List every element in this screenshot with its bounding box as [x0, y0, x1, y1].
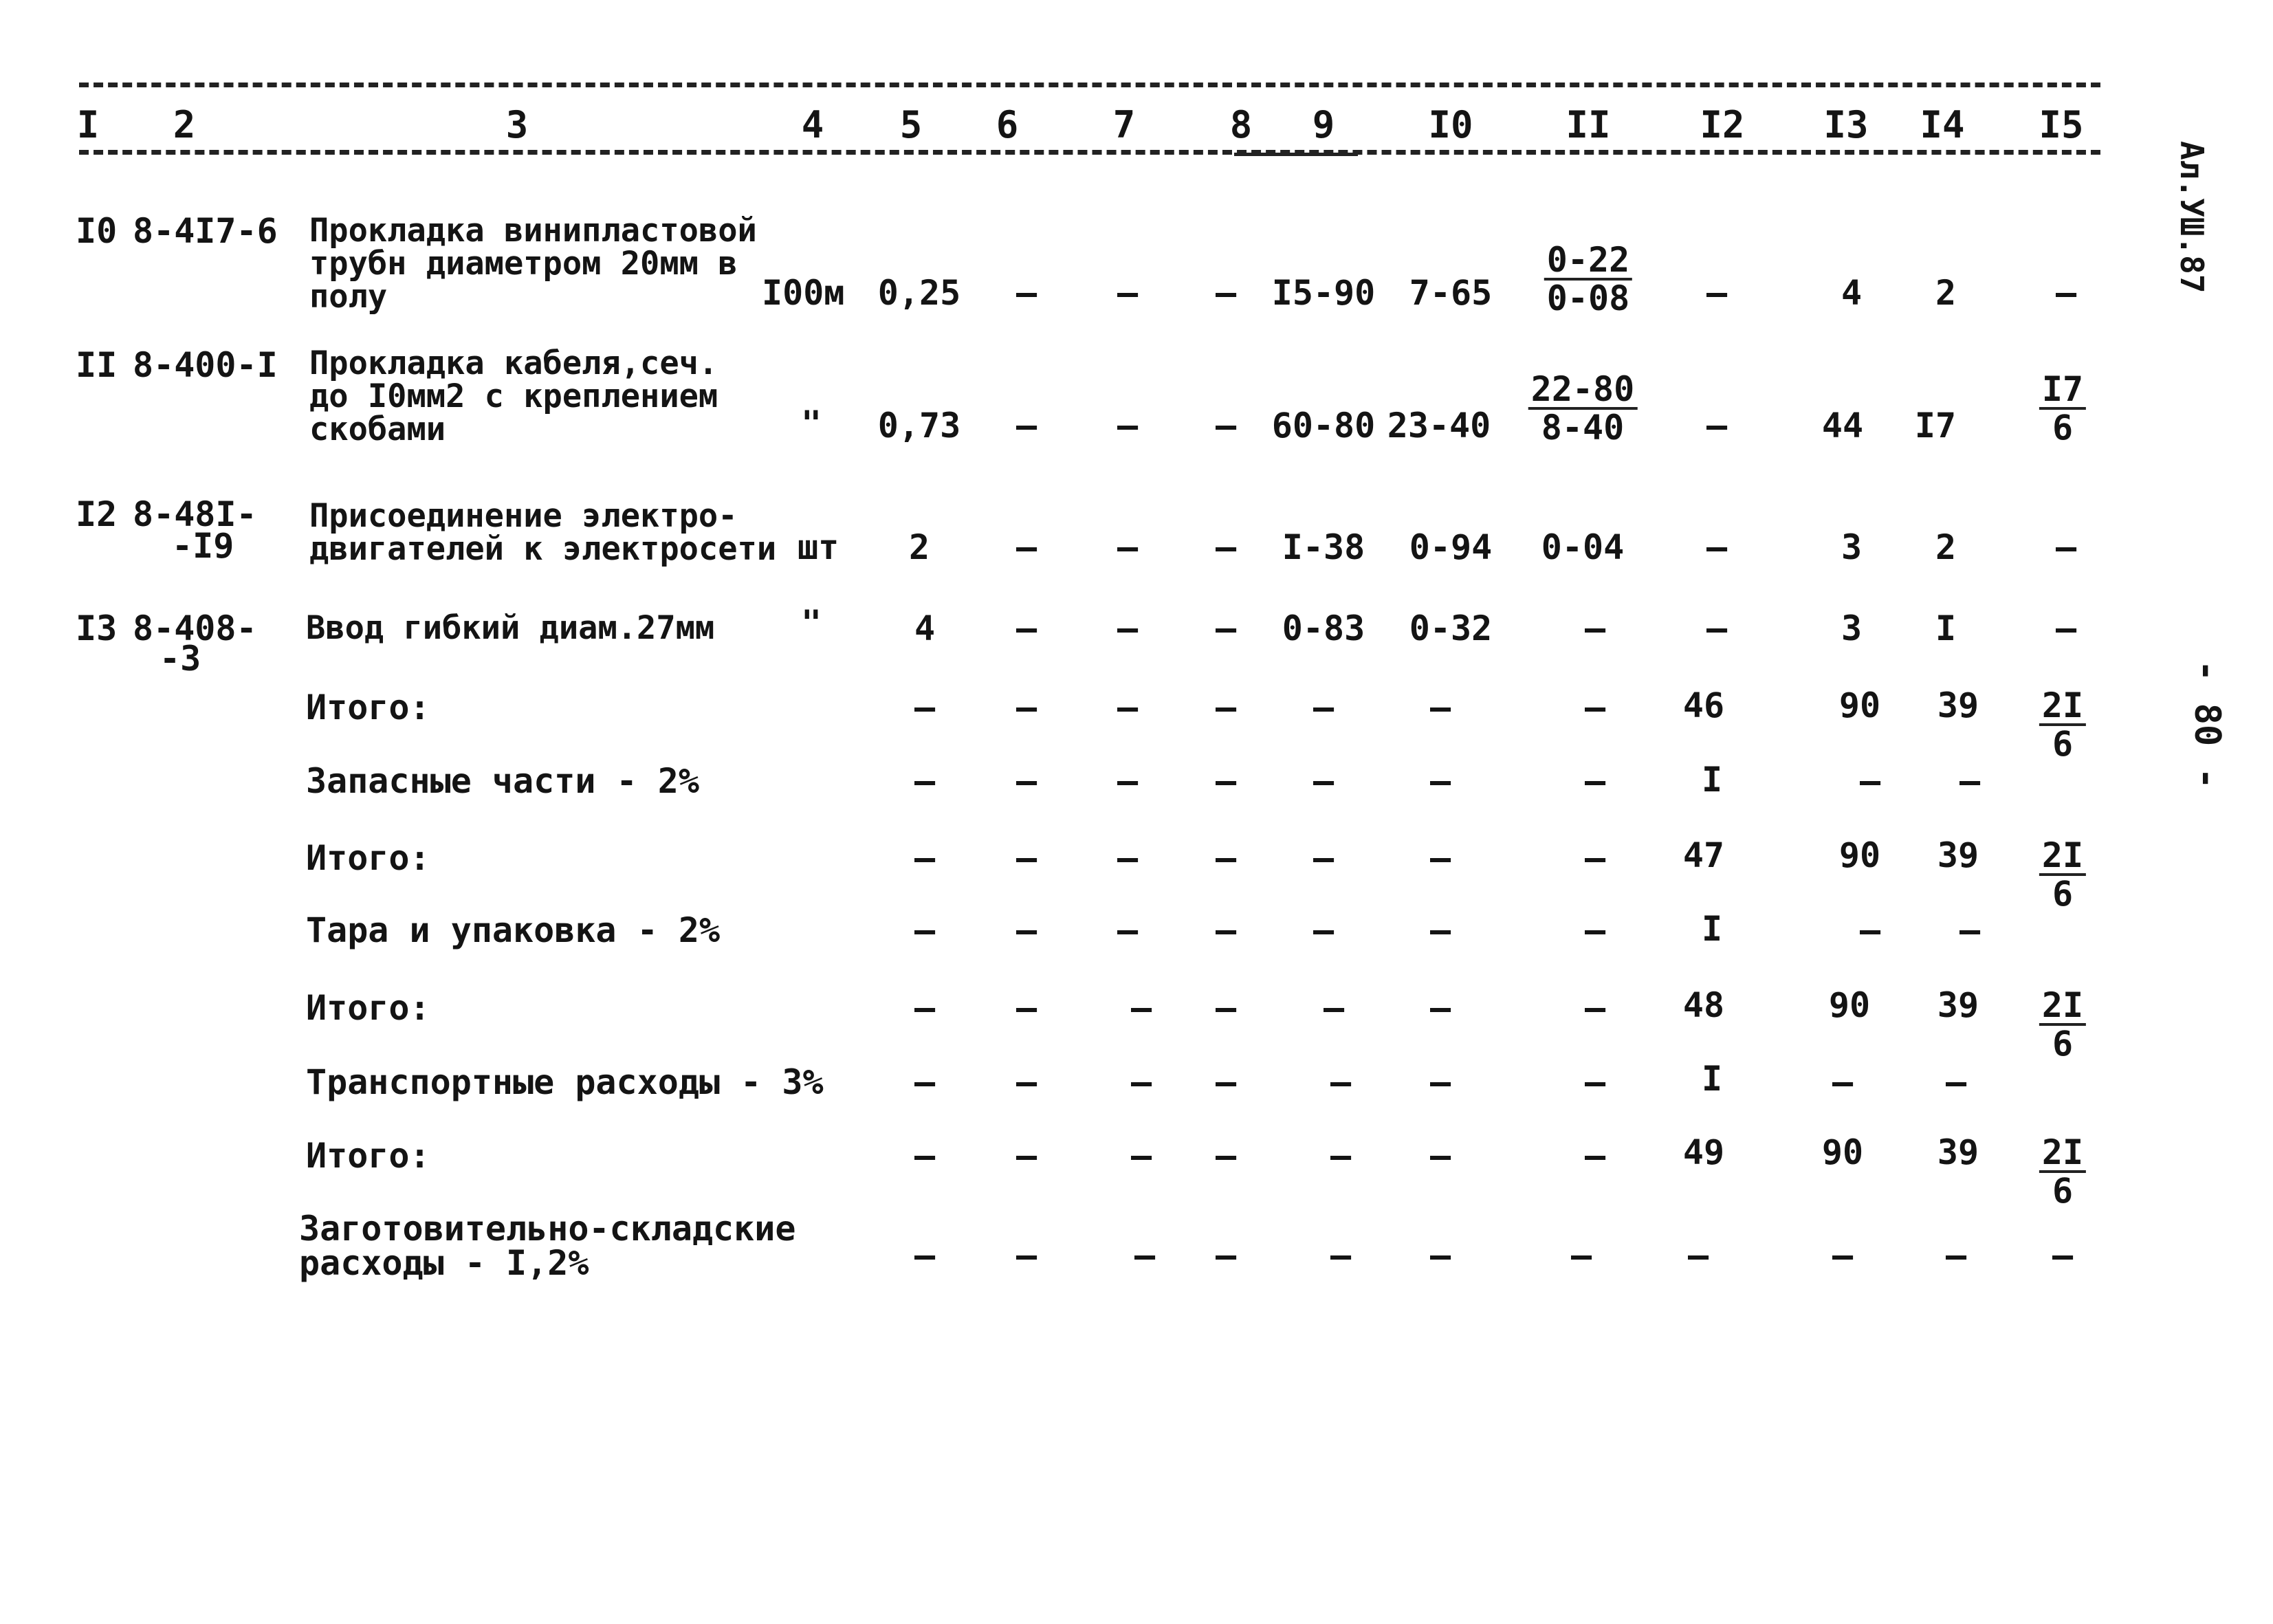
row-col5: 0,73: [877, 406, 961, 446]
summary-dash: –: [1570, 1236, 1592, 1275]
row-col10: 0-32: [1409, 608, 1493, 648]
row-col11: –: [1584, 608, 1606, 648]
summary-dash: –: [1117, 838, 1139, 878]
row-description: Прокладка кабеля,сеч. до I0мм2 с креплением скобами: [309, 344, 718, 448]
row-code: 8-408-: [133, 608, 257, 648]
summary-label: Итого:: [306, 988, 430, 1028]
summary-dash: –: [1584, 688, 1606, 727]
row-col12: –: [1706, 406, 1728, 446]
summary-col15-fraction: [2039, 685, 2086, 764]
summary-col12: 46: [1682, 685, 1725, 725]
row-col10: 23-40: [1387, 406, 1491, 446]
summary-dash: –: [914, 1062, 936, 1102]
summary-dash: –: [1015, 1062, 1037, 1102]
row-col7: –: [1117, 527, 1139, 567]
summary-dash: –: [1117, 761, 1139, 801]
row-col6: –: [1015, 273, 1037, 313]
column-9-underline: [1234, 153, 1358, 156]
summary-label: Заготовительно-складские расходы - I,2%: [299, 1209, 796, 1283]
row-col6: –: [1015, 608, 1037, 648]
summary-dash: –: [1584, 910, 1606, 950]
fraction-numerator: 2I: [2039, 837, 2086, 876]
summary-dash: –: [1215, 838, 1237, 878]
summary-dash: –: [1117, 910, 1139, 950]
summary-col15: –: [2052, 1236, 2074, 1275]
row-number: I3: [76, 608, 118, 648]
row-col5: 0,25: [877, 273, 961, 313]
summary-col15-fraction: [2039, 837, 2086, 912]
row-col14: I: [1935, 608, 1957, 648]
row-col7: –: [1117, 273, 1139, 313]
row-col10: 0-94: [1409, 527, 1493, 567]
summary-dash: –: [1015, 910, 1037, 950]
column-header-1: I: [76, 103, 100, 146]
summary-col14: 39: [1937, 985, 1979, 1025]
summary-dash: –: [1215, 1062, 1237, 1102]
row-col7: –: [1117, 406, 1139, 446]
row-col9: 0-83: [1282, 608, 1365, 648]
fraction-numerator: 22-80: [1528, 371, 1638, 410]
summary-col14: –: [1959, 910, 1981, 950]
summary-dash: –: [1313, 838, 1335, 878]
column-header-15: I5: [2039, 103, 2084, 146]
column-header-9: 9: [1312, 103, 1335, 146]
summary-dash: –: [1330, 1236, 1352, 1275]
column-header-8: 8: [1229, 103, 1253, 146]
summary-dash: –: [1584, 1062, 1606, 1102]
row-code: 8-48I-: [133, 494, 257, 534]
fraction-numerator: 0-22: [1544, 242, 1632, 281]
summary-dash: –: [1215, 761, 1237, 801]
summary-dash: –: [1429, 688, 1451, 727]
summary-label: Тара и упаковка - 2%: [306, 910, 721, 950]
summary-dash: –: [1429, 910, 1451, 950]
fraction-numerator: 2I: [2039, 1134, 2086, 1173]
summary-dash: –: [1330, 1062, 1352, 1102]
fraction-denominator: 6: [2052, 408, 2074, 448]
row-col13: 4: [1841, 273, 1863, 313]
row-col15: –: [2055, 527, 2077, 567]
summary-col13: 90: [1821, 1132, 1864, 1172]
column-header-5: 5: [899, 103, 923, 146]
summary-dash: –: [914, 988, 936, 1028]
summary-col13: –: [1859, 761, 1881, 801]
summary-dash: –: [1429, 838, 1451, 878]
album-reference: Ал.УШ.87: [2173, 141, 2210, 294]
summary-dash: –: [1429, 761, 1451, 801]
row-col14: 2: [1935, 273, 1957, 313]
row-unit: ": [801, 603, 822, 643]
row-unit: I00м: [762, 273, 845, 313]
summary-dash: –: [1215, 1236, 1237, 1275]
summary-dash: –: [1313, 688, 1335, 727]
summary-col13: –: [1859, 910, 1881, 950]
summary-dash: –: [1323, 988, 1345, 1028]
summary-dash: –: [1015, 1236, 1037, 1275]
summary-dash: –: [1015, 988, 1037, 1028]
summary-dash: –: [914, 688, 936, 727]
summary-dash: –: [1215, 688, 1237, 727]
row-col15-fraction: [2039, 371, 2086, 446]
summary-col13: 90: [1838, 835, 1881, 875]
fraction-numerator: 2I: [2039, 688, 2086, 726]
summary-col12: I: [1701, 909, 1723, 949]
summary-dash: –: [1313, 910, 1335, 950]
row-col13: 3: [1841, 527, 1863, 567]
header-bottom-rule: [79, 150, 2100, 155]
row-col15: –: [2055, 608, 2077, 648]
summary-dash: –: [1015, 761, 1037, 801]
row-col6: –: [1015, 406, 1037, 446]
summary-col13: –: [1832, 1236, 1854, 1275]
summary-dash: –: [1134, 1236, 1156, 1275]
summary-dash: –: [914, 1136, 936, 1176]
summary-dash: –: [1015, 688, 1037, 727]
summary-col15-fraction: [2039, 1134, 2086, 1209]
summary-label: Запасные части - 2%: [306, 761, 699, 801]
row-col7: –: [1117, 608, 1139, 648]
row-code: 8-4I7-6: [133, 211, 278, 251]
fraction-denominator: 6: [2052, 1024, 2074, 1064]
row-col12: –: [1706, 608, 1728, 648]
row-col9: I5-90: [1271, 273, 1376, 313]
summary-label: Итого:: [306, 838, 430, 878]
fraction-denominator: 6: [2052, 1171, 2074, 1211]
summary-col14: –: [1945, 1236, 1967, 1275]
summary-dash: –: [1584, 761, 1606, 801]
row-code-continued: -3: [160, 639, 201, 679]
summary-col13: –: [1832, 1062, 1854, 1102]
page-number: - 80 -: [2186, 660, 2228, 789]
row-col13: 44: [1821, 406, 1864, 446]
row-col8: –: [1215, 527, 1237, 567]
summary-dash: –: [1584, 838, 1606, 878]
column-header-6: 6: [996, 103, 1019, 146]
row-col6: –: [1015, 527, 1037, 567]
summary-dash: –: [914, 761, 936, 801]
summary-dash: –: [1429, 988, 1451, 1028]
row-unit: ": [801, 404, 822, 443]
summary-dash: –: [1130, 1062, 1152, 1102]
row-unit: шт: [798, 527, 839, 567]
summary-dash: –: [1215, 988, 1237, 1028]
summary-col14: 39: [1937, 835, 1979, 875]
fraction-denominator: 6: [2052, 874, 2074, 914]
column-header-13: I3: [1823, 103, 1869, 146]
summary-col14: 39: [1937, 1132, 1979, 1172]
summary-col12: I: [1701, 1059, 1723, 1099]
column-header-12: I2: [1700, 103, 1745, 146]
summary-dash: –: [1313, 761, 1335, 801]
column-header-3: 3: [505, 103, 529, 146]
summary-col14: –: [1959, 761, 1981, 801]
summary-dash: –: [1130, 988, 1152, 1028]
row-col8: –: [1215, 273, 1237, 313]
column-header-4: 4: [801, 103, 824, 146]
row-number: II: [76, 345, 118, 385]
summary-col13: 90: [1838, 685, 1881, 725]
row-col8: –: [1215, 406, 1237, 446]
fraction-numerator: I7: [2039, 371, 2086, 410]
summary-col12: 49: [1682, 1132, 1725, 1172]
row-col8: –: [1215, 608, 1237, 648]
summary-dash: –: [1584, 988, 1606, 1028]
row-description: Присоединение электро- двигателей к электросети: [309, 497, 777, 568]
row-col9: 60-80: [1271, 406, 1376, 446]
summary-dash: –: [914, 1236, 936, 1275]
row-col5: 2: [908, 527, 930, 567]
summary-dash: –: [914, 910, 936, 950]
summary-label: Итого:: [306, 1136, 430, 1176]
summary-col14: –: [1945, 1062, 1967, 1102]
row-col11-fraction: [1544, 242, 1632, 316]
row-col14: 2: [1935, 527, 1957, 567]
column-header-10: I0: [1428, 103, 1473, 146]
summary-dash: –: [1117, 688, 1139, 727]
summary-dash: –: [1215, 1136, 1237, 1176]
row-col14: I7: [1914, 406, 1957, 446]
column-header-7: 7: [1112, 103, 1136, 146]
row-description: Прокладка винипластовой трубн диаметром 20мм в полу: [309, 212, 757, 316]
summary-dash: –: [1330, 1136, 1352, 1176]
summary-col13: 90: [1828, 985, 1871, 1025]
row-col11-fraction: [1528, 371, 1638, 446]
summary-dash: –: [1215, 910, 1237, 950]
row-col12: –: [1706, 273, 1728, 313]
header-top-rule: [79, 83, 2100, 87]
summary-dash: –: [1015, 838, 1037, 878]
row-col11: 0-04: [1541, 527, 1625, 567]
summary-dash: –: [1015, 1136, 1037, 1176]
summary-col12: 47: [1682, 835, 1725, 875]
summary-col12: –: [1687, 1236, 1709, 1275]
summary-dash: –: [1429, 1062, 1451, 1102]
summary-col14: 39: [1937, 685, 1979, 725]
row-code-continued: -I9: [172, 526, 234, 566]
row-col9: I-38: [1282, 527, 1365, 567]
fraction-numerator: 2I: [2039, 987, 2086, 1026]
summary-dash: –: [1429, 1236, 1451, 1275]
row-number: I0: [76, 211, 118, 251]
summary-dash: –: [1130, 1136, 1152, 1176]
fraction-denominator: 0-08: [1546, 278, 1630, 318]
summary-dash: –: [1584, 1136, 1606, 1176]
column-header-14: I4: [1920, 103, 1965, 146]
row-number: I2: [76, 494, 118, 534]
summary-dash: –: [914, 838, 936, 878]
row-col10: 7-65: [1409, 273, 1493, 313]
summary-col15-fraction: [2039, 987, 2086, 1062]
row-code: 8-400-I: [133, 345, 278, 385]
summary-dash: –: [1429, 1136, 1451, 1176]
row-col12: –: [1706, 527, 1728, 567]
summary-label: Транспортные расходы - 3%: [306, 1062, 824, 1102]
fraction-denominator: 8-40: [1541, 408, 1625, 448]
summary-label: Итого:: [306, 688, 430, 727]
column-header-11: II: [1566, 103, 1611, 146]
summary-col12: 48: [1682, 985, 1725, 1025]
fraction-denominator: 6: [2052, 724, 2074, 764]
row-description: Ввод гибкий диам.27мм: [306, 609, 715, 647]
row-col5: 4: [914, 608, 936, 648]
row-col15: –: [2055, 273, 2077, 313]
column-header-2: 2: [173, 103, 196, 146]
summary-col12: I: [1701, 760, 1723, 800]
row-col13: 3: [1841, 608, 1863, 648]
